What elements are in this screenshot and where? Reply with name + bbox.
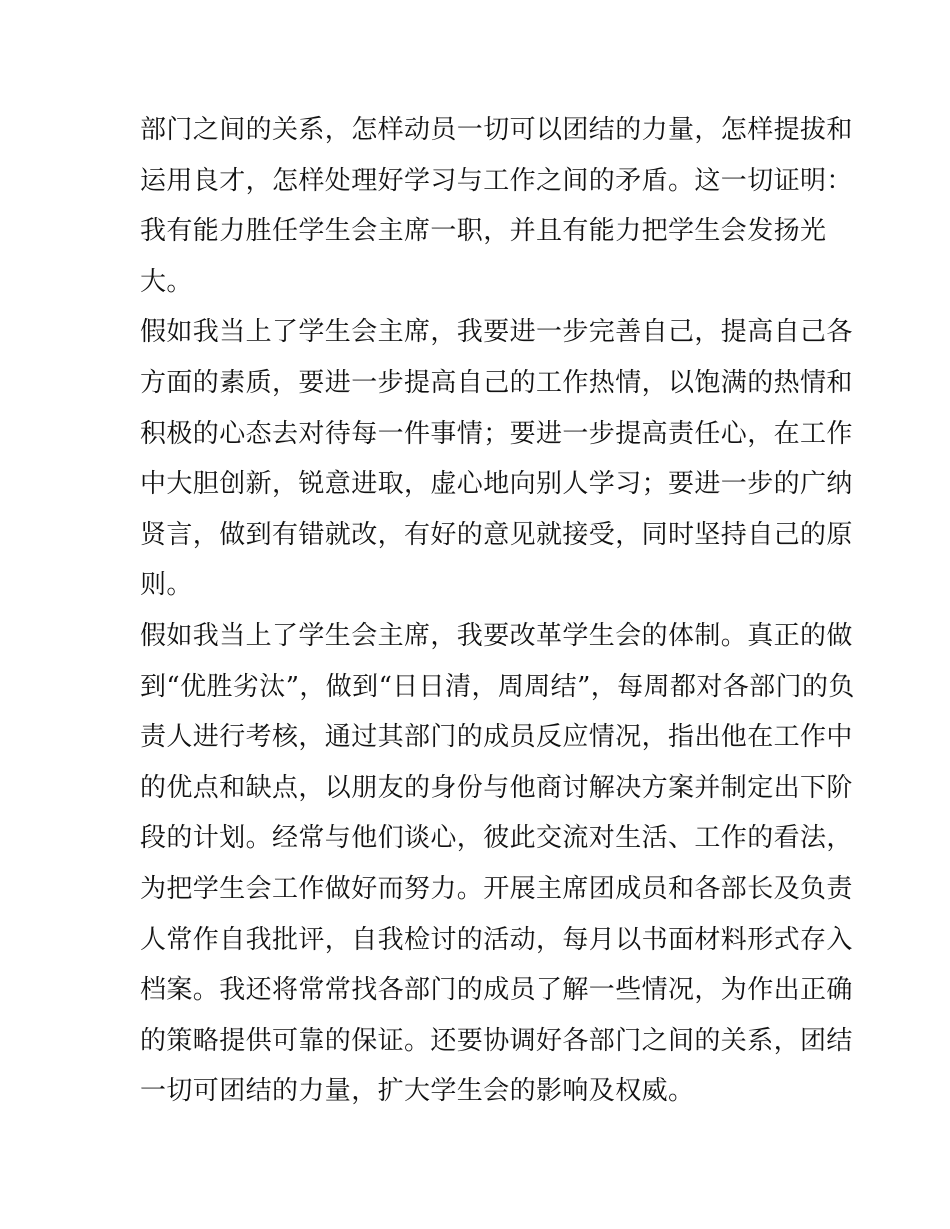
text-line: 大。 [140,266,193,297]
document-body [140,105,855,1117]
text-line: 假如我当上了学生会主席，我要进一步完善自己，提高自己各 [140,317,853,348]
text-line: 我有能力胜任学生会主席一职，并且有能力把学生会发扬光 [140,216,827,247]
text-line: 人常作自我批评，自我检讨的活动，每月以书面材料形式存入 [140,924,853,955]
text-line: 责人进行考核，通过其部门的成员反应情况，指出他在工作中 [140,722,853,753]
text-line: 的优点和缺点，以朋友的身份与他商讨解决方案并制定出下阶 [140,772,853,803]
text-line: 到“优胜劣汰”，做到“日日清，周周结”，每周都对各部门的负 [140,671,855,702]
text-line: 一切可团结的力量，扩大学生会的影响及权威。 [140,1076,695,1107]
text-line: 中大胆创新，锐意进取，虚心地向别人学习；要进一步的广纳 [140,469,853,500]
paragraph-1 [140,105,853,307]
text-line: 的策略提供可靠的保证。还要协调好各部门之间的关系，团结 [140,1025,853,1056]
text-line: 假如我当上了学生会主席，我要改革学生会的体制。真正的做 [140,620,853,651]
text-line: 档案。我还将常常找各部门的成员了解一些情况，为作出正确 [140,975,853,1006]
text-line: 贤言，做到有错就改，有好的意见就接受，同时坚持自己的原 [140,519,853,550]
text-line: 部门之间的关系，怎样动员一切可以团结的力量，怎样提拔和 [140,115,853,145]
text-line: 运用良才，怎样处理好学习与工作之间的矛盾。这一切证明： [140,165,853,196]
text-line: 积极的心态去对待每一件事情；要进一步提高责任心，在工作 [140,418,853,449]
paragraph-2 [140,307,853,611]
text-line: 则。 [140,570,193,601]
text-line: 段的计划。经常与他们谈心，彼此交流对生活、工作的看法， [140,823,853,854]
text-line: 为把学生会工作做好而努力。开展主席团成员和各部长及负责 [140,873,853,904]
text-line: 方面的素质，要进一步提高自己的工作热情，以饱满的热情和 [140,367,853,398]
paragraph-3 [140,611,855,1117]
